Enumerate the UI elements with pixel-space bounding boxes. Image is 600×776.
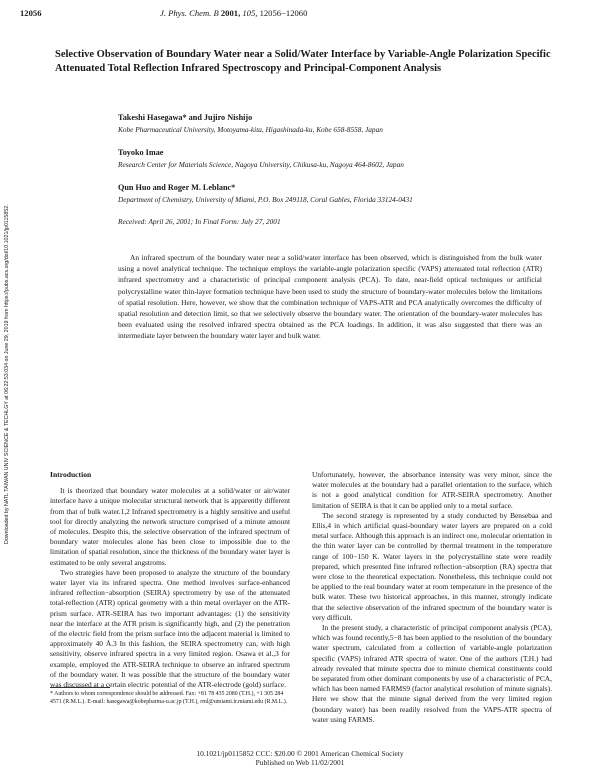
journal-volume: 105,	[242, 8, 258, 18]
section-heading: Introduction	[50, 470, 92, 479]
doi-line: 10.1021/jp0115852 CCC: $20.00 © 2001 American Chemical Society	[196, 749, 404, 758]
author-group-1	[118, 112, 538, 135]
author-names: Qun Huo and Roger M. Leblanc*	[118, 183, 236, 192]
paragraph: In the present study, a characteristic of principal component analysis (PCA), which was found recently,5−8 has been applied to the resolution of the boundary water spectrum, calculated from a collection of variable-angle polarization specific (VAPS) infrared ATR spectra of water. One of the authors (T.H.) had already revealed that minute spectra due to minute chemical constituents could be separated from other dominant components by use of a characteristic of PCA, which has been named FARMS9 (factor analytical resolution of minute signals). Here we show that the minute signal derived from the very limited region (boundary water) has been readily resolved from the VAPS-ATR spectra of water using FARMS.	[312, 623, 552, 724]
paragraph: It is theorized that boundary water molecules at a solid/water or air/water interface have a unique molecular structural network that is apparently different from that of bulk water.1,2 Infrared spectrometry is a highly sensitive and useful tool for directly analyzing the network structure comprised of a minute amount of molecules. Despite this, the selective observation of the infrared spectrum of boundary water molecules alone has been close to impossible due to the limitation of spatial resolution, since the thickness of the boundary water layer is estimated to be only several angstroms.	[50, 486, 290, 567]
paragraph: Two strategies have been proposed to analyze the structure of the boundary water layer via its infrared spectra. One method involves surface-enhanced infrared reflection−absorption (SEIRA) spectrometry by use of the attenuated total-reflection (ATR) optical geometry with a thin metal overlayer on the ATR-prism surface. ATR-SEIRA has two important advantages: (1) the sensitivity near the interface at the ATR prism is significantly high, and (2) the penetration of the electric field from the prism surface into the adjacent material is limited to approximately 40 Å.3 In this fashion, the SEIRA spectrometry can, with high sensitivity, observe infrared spectra in a very limited region. Osawa et al.,3 for example, employed the ATR-SEIRA technique to observe an infrared spectrum of the boundary water. It was possible that the structure of the boundary water was discussed at a certain electric potential of the ATR-electrode (gold) surface.	[50, 567, 290, 690]
received-dates: Received: April 26, 2001; In Final Form: July 27, 2001	[118, 217, 281, 226]
published-date: Published on Web 11/02/2001	[255, 758, 345, 767]
author-affiliation: Department of Chemistry, University of Miami, P.O. Box 249118, Coral Gables, Florida 33124-0431	[118, 195, 413, 204]
author-names: Takeshi Hasegawa* and Jujiro Nishijo	[118, 113, 253, 122]
author-names: Toyoko Imae	[118, 148, 164, 157]
journal-name: J. Phys. Chem. B	[160, 8, 219, 18]
paragraph: The second strategy is represented by a study conducted by Bensebaa and Ellis,4 in which artificial quasi-boundary water layers are prepared on a cold metal surface. Although this approach is an indirect one, molecular orientation in the thin water layer can be controlled by thermal treatment in the temperature range of 100−150 K. Water layers in the polycrystalline state were readily prepared, which presented fine infrared reflection−absorption (RA) spectra that were close to the theoretical expectation. Nonetheless, this technique could not be applied to the real boundary water at room temperature in the presence of the bulk water. These two historical approaches, in this manner, strongly indicate that the selective observation of the infrared spectrum of the boundary water is very difficult.	[312, 510, 552, 622]
journal-year: 2001,	[220, 8, 241, 18]
left-column	[50, 470, 290, 690]
author-group-3	[118, 182, 538, 205]
author-affiliation: Research Center for Materials Science, Nagoya University, Chikusa-ku, Nagoya 464-8602, Japan	[118, 160, 404, 169]
correspondence-footnote: * Authors to whom correspondence should be addressed. Fax: +81 78 435 2080 (T.H.), +1 305 284 4571 (R.M.L.). E-mail: hasegawa@kobepharma-u.ac.jp (T.H.), rml@umiami.ir.miami.edu (R.M.L.).	[50, 691, 288, 705]
page-number: 12056	[20, 8, 42, 18]
journal-citation	[160, 8, 307, 18]
footnote-divider	[50, 687, 110, 688]
author-group-2	[118, 147, 538, 170]
author-affiliation: Kobe Pharmaceutical University, Motoyama-kita, Higashinada-ku, Kobe 658-8558, Japan	[118, 125, 383, 134]
journal-pages: 12056−12060	[259, 8, 308, 18]
abstract: An infrared spectrum of the boundary water near a solid/water interface has been observed, which is distinguished from the bulk water using a novel analytical technique. The technique employs the variable-angle polarization specific (VAPS) attenuated total reflection (ATR) infrared spectrometry and a characteristic of principal component analysis (PCA). To date, near-field optical techniques or artificial polycrystalline water thin-layer formation technique have been used to study the structure of boundary-water molecules below the limitations of spatial resolution. Here, however, we show that the combination technique of VAPS-ATR and PCA analytically overcomes the difficulty of spatial resolution and detection limit, so that we selectively observe the boundary water. The orientation of the boundary-water molecules has been evaluated using the resolved infrared spectra obtained as the PCA loadings. In addition, it was also suggested that there was an intermediate layer between the boundary water layer and bulk water.	[118, 253, 542, 341]
right-column	[312, 470, 552, 725]
article-title: Selective Observation of Boundary Water near a Solid/Water Interface by Variable-Angle Polarization Specific Attenuated Total Reflection Infrared Spectroscopy and Principal-Component Analysis	[55, 49, 551, 74]
download-watermark: Downloaded by NATL TAIWAN UNIV SCIENCE & TECHLGY at 06:22:53:034 on June 29, 2019 from https://pubs.acs.org/doi/10.1021/jp0115852.	[4, 204, 10, 544]
paragraph: Unfortunately, however, the absorbance intensity was very minor, since the water molecules at the boundary had a parallel orientation to the surface, which is not a good analytical condition for ATR-SEIRA spectrometry. Another limitation of SEIRA is that it can be applied only to a metal surface.	[312, 470, 552, 510]
